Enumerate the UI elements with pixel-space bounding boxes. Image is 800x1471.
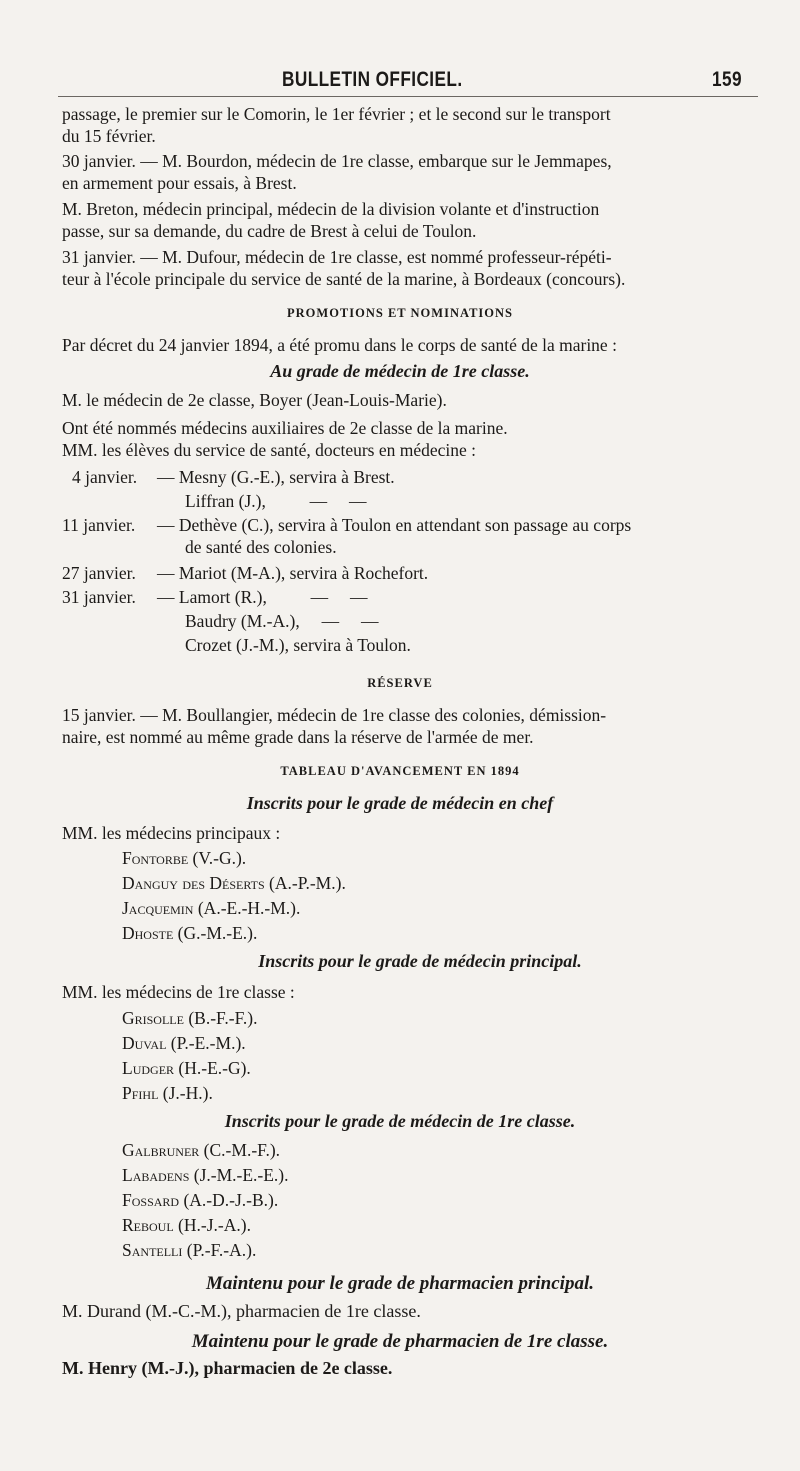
entry-text: Baudry (M.-A.), — — <box>185 611 379 631</box>
text-line: passage, le premier sur le Comorin, le 1er février ; et le second sur le transport <box>62 104 611 124</box>
name-entry: Dhoste (G.-M.-E.). <box>122 923 258 943</box>
section-heading: PROMOTIONS ET NOMINATIONS <box>287 306 513 320</box>
text-line: 15 janvier. — M. Boullangier, médecin de 1re classe des colonies, démission- <box>62 705 607 725</box>
name-entry: Fossard (A.-D.-J.-B.). <box>122 1190 279 1210</box>
grade-heading: Inscrits pour le grade de médecin en chef <box>246 793 554 813</box>
section-heading: TABLEAU D'AVANCEMENT EN 1894 <box>280 764 520 778</box>
name-entry: Duval (P.-E.-M.). <box>122 1033 246 1053</box>
text-line: M. le médecin de 2e classe, Boyer (Jean-Louis-Marie). <box>62 390 447 410</box>
text-line: du 15 février. <box>62 126 156 146</box>
entry-text: de santé des colonies. <box>185 537 337 557</box>
text-line: en armement pour essais, à Brest. <box>62 173 297 193</box>
grade-heading: Maintenu pour le grade de pharmacien de 1re classe. <box>191 1331 609 1352</box>
entry-text: — Lamort (R.), — — <box>157 587 368 607</box>
running-header-title: BULLETIN OFFICIEL. <box>282 68 463 91</box>
text-line: M. Henry (M.-J.), pharmacien de 2e classe. <box>62 1358 393 1378</box>
entry-date: 27 janvier. <box>62 563 136 583</box>
grade-heading: Inscrits pour le grade de médecin de 1re classe. <box>224 1111 576 1131</box>
name-entry: Santelli (P.-F.-A.). <box>122 1240 257 1260</box>
section-heading: RÉSERVE <box>367 676 433 690</box>
text-line: MM. les médecins de 1re classe : <box>62 982 295 1002</box>
text-line: M. Breton, médecin principal, médecin de la division volante et d'instruction <box>62 199 600 219</box>
page-number: 159 <box>712 68 742 91</box>
text-line: Par décret du 24 janvier 1894, a été promu dans le corps de santé de la marine : <box>62 335 617 355</box>
header-rule <box>58 96 758 97</box>
text-line: teur à l'école principale du service de santé de la marine, à Bordeaux (concours). <box>62 269 626 289</box>
name-entry: Reboul (H.-J.-A.). <box>122 1215 251 1235</box>
grade-heading: Inscrits pour le grade de médecin principal. <box>258 951 582 971</box>
entry-date: 31 janvier. <box>62 587 136 607</box>
text-line: Ont été nommés médecins auxiliaires de 2e classe de la marine. <box>62 418 508 438</box>
entry-text: — Mesny (G.-E.), servira à Brest. <box>157 467 395 487</box>
name-entry: Fontorbe (V.-G.). <box>122 848 247 868</box>
name-entry: Galbruner (C.-M.-F.). <box>122 1140 281 1160</box>
entry-text: Liffran (J.), — — <box>185 491 367 511</box>
text-line: M. Durand (M.-C.-M.), pharmacien de 1re classe. <box>62 1301 421 1321</box>
entry-date: 4 janvier. <box>72 467 138 487</box>
text-line: 31 janvier. — M. Dufour, médecin de 1re classe, est nommé professeur-répéti- <box>62 247 612 267</box>
entry-text: — Mariot (M-A.), servira à Rochefort. <box>157 563 429 583</box>
name-entry: Ludger (H.-E.-G). <box>122 1058 251 1078</box>
entry-date: 11 janvier. <box>62 515 136 535</box>
entry-text: — Dethève (C.), servira à Toulon en attendant son passage au corps <box>157 515 632 535</box>
name-entry: Danguy des Déserts (A.-P.-M.). <box>122 873 346 893</box>
text-line: naire, est nommé au même grade dans la réserve de l'armée de mer. <box>62 727 534 747</box>
entry-text: Crozet (J.-M.), servira à Toulon. <box>185 635 411 655</box>
text-line: 30 janvier. — M. Bourdon, médecin de 1re classe, embarque sur le Jemmapes, <box>62 151 612 171</box>
name-entry: Grisolle (B.-F.-F.). <box>122 1008 258 1028</box>
grade-heading: Au grade de médecin de 1re classe. <box>270 361 530 381</box>
text-line: MM. les médecins principaux : <box>62 823 281 843</box>
name-entry: Jacquemin (A.-E.-H.-M.). <box>122 898 301 918</box>
grade-heading: Maintenu pour le grade de pharmacien principal. <box>206 1273 594 1294</box>
name-entry: Pfihl (J.-H.). <box>122 1083 213 1103</box>
text-line: passe, sur sa demande, du cadre de Brest à celui de Toulon. <box>62 221 477 241</box>
name-entry: Labadens (J.-M.-E.-E.). <box>122 1165 289 1185</box>
text-line: MM. les élèves du service de santé, docteurs en médecine : <box>62 440 477 460</box>
